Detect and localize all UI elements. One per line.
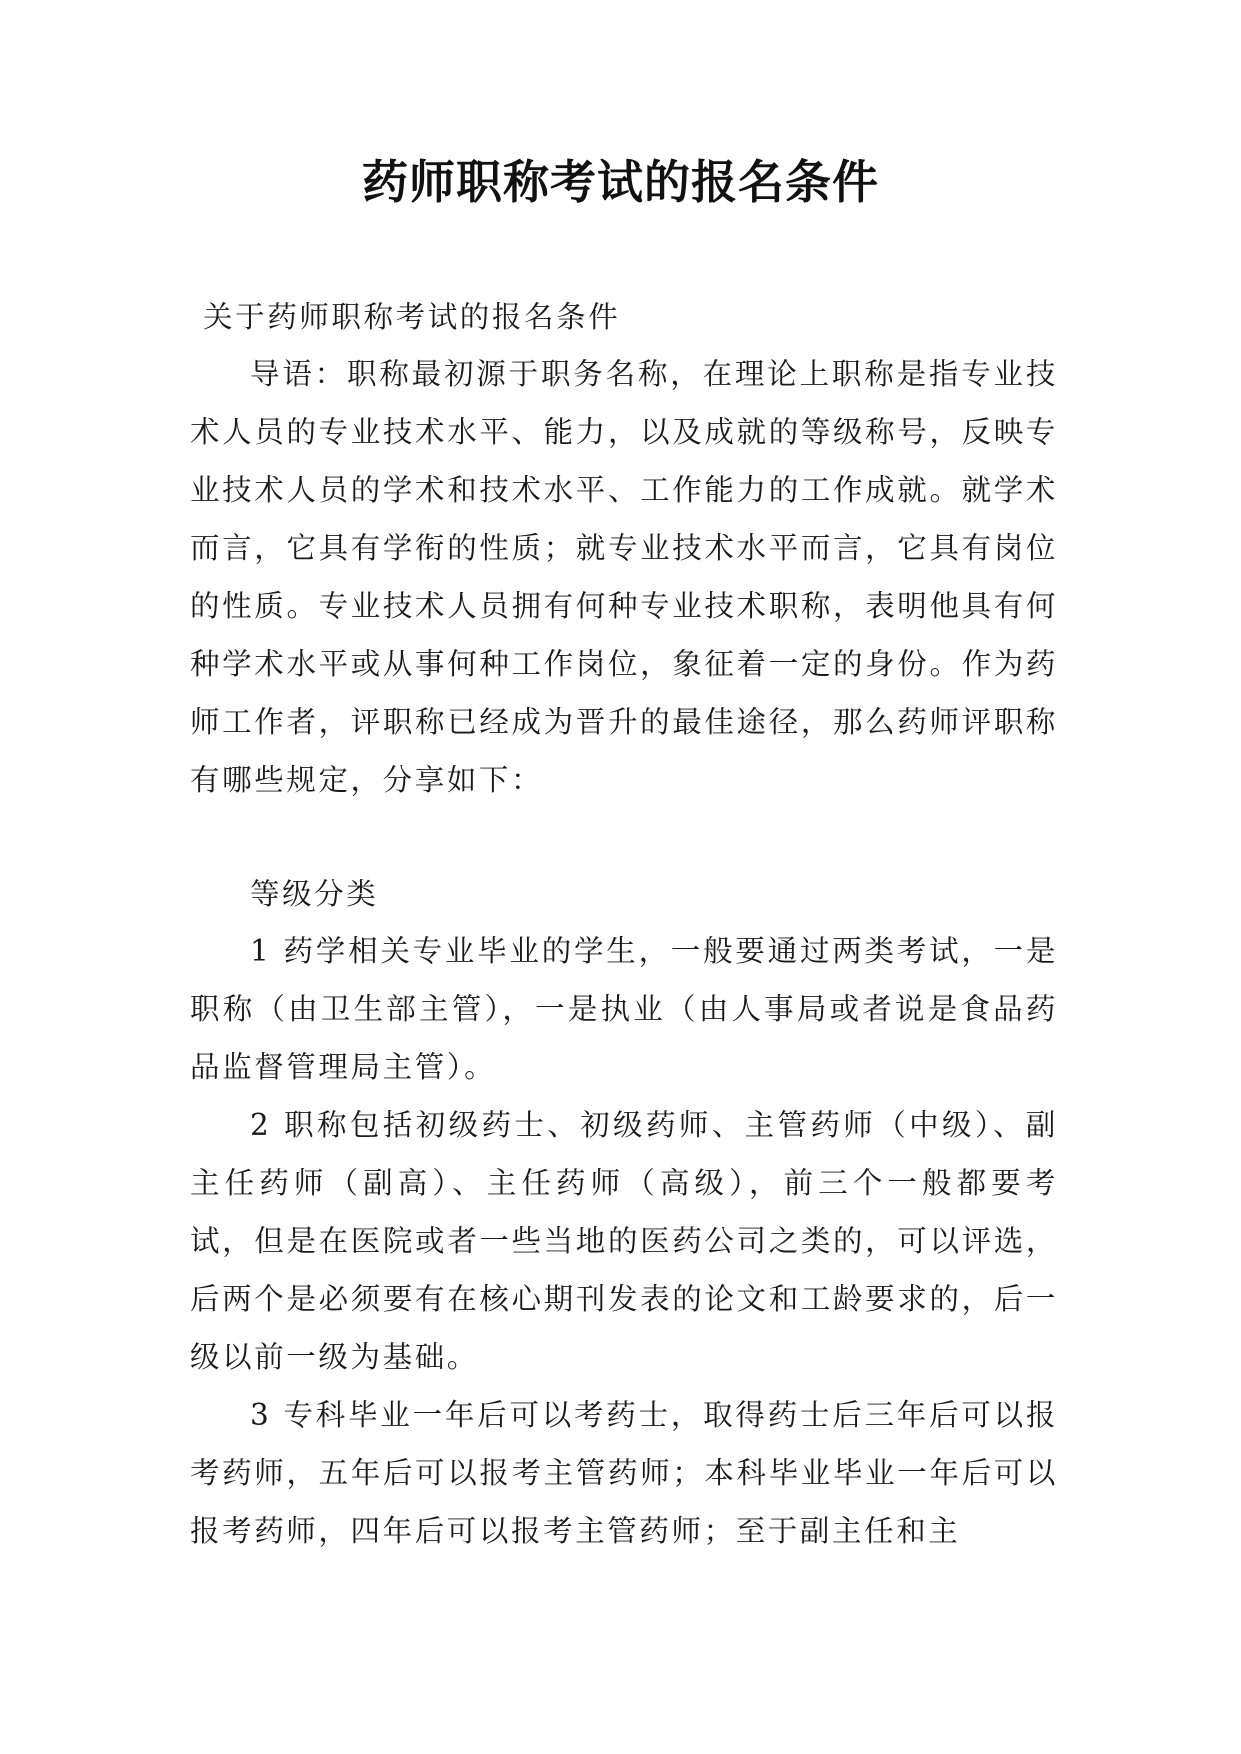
document-subtitle: 关于药师职称考试的报名条件 <box>203 300 621 334</box>
list-item-2: 2 职称包括初级药士、初级药师、主管药师（中级）、副主任药师（副高）、主任药师（高级），前三个一般都要考试，但是在医院或者一些当地的医药公司之类的，可以评选，后两个是必须要有在核心期刊发表的论文和工龄要求的，后一级以前一级为基础。 <box>190 1108 1058 1374</box>
list-item-3: 3 专科毕业一年后可以考药士，取得药士后三年后可以报考药师，五年后可以报考主管药师；本科毕业毕业一年后可以报考药师，四年后可以报考主管药师；至于副主任和主 <box>190 1398 1058 1548</box>
list-item-1: 1 药学相关专业毕业的学生，一般要通过两类考试，一是职称（由卫生部主管），一是执业（由人事局或者说是食品药品监督管理局主管）。 <box>190 934 1058 1084</box>
intro-block <box>190 345 1058 809</box>
document-title: 药师职称考试的报名条件 <box>362 155 879 209</box>
list-block <box>190 922 1058 1560</box>
section-heading: 等级分类 <box>250 877 379 911</box>
intro-paragraph: 导语：职称最初源于职务名称，在理论上职称是指专业技术人员的专业技术水平、能力，以及成就的等级称号，反映专业技术人员的学术和技术水平、工作能力的工作成就。就学术而言，它具有学衔的性质；就专业技术水平而言，它具有岗位的性质。专业技术人员拥有何种专业技术职称，表明他具有何种学术水平或从事何种工作岗位，象征着一定的身份。作为药师工作者，评职称已经成为晋升的最佳途径，那么药师评职称有哪些规定，分享如下： <box>190 357 1058 797</box>
